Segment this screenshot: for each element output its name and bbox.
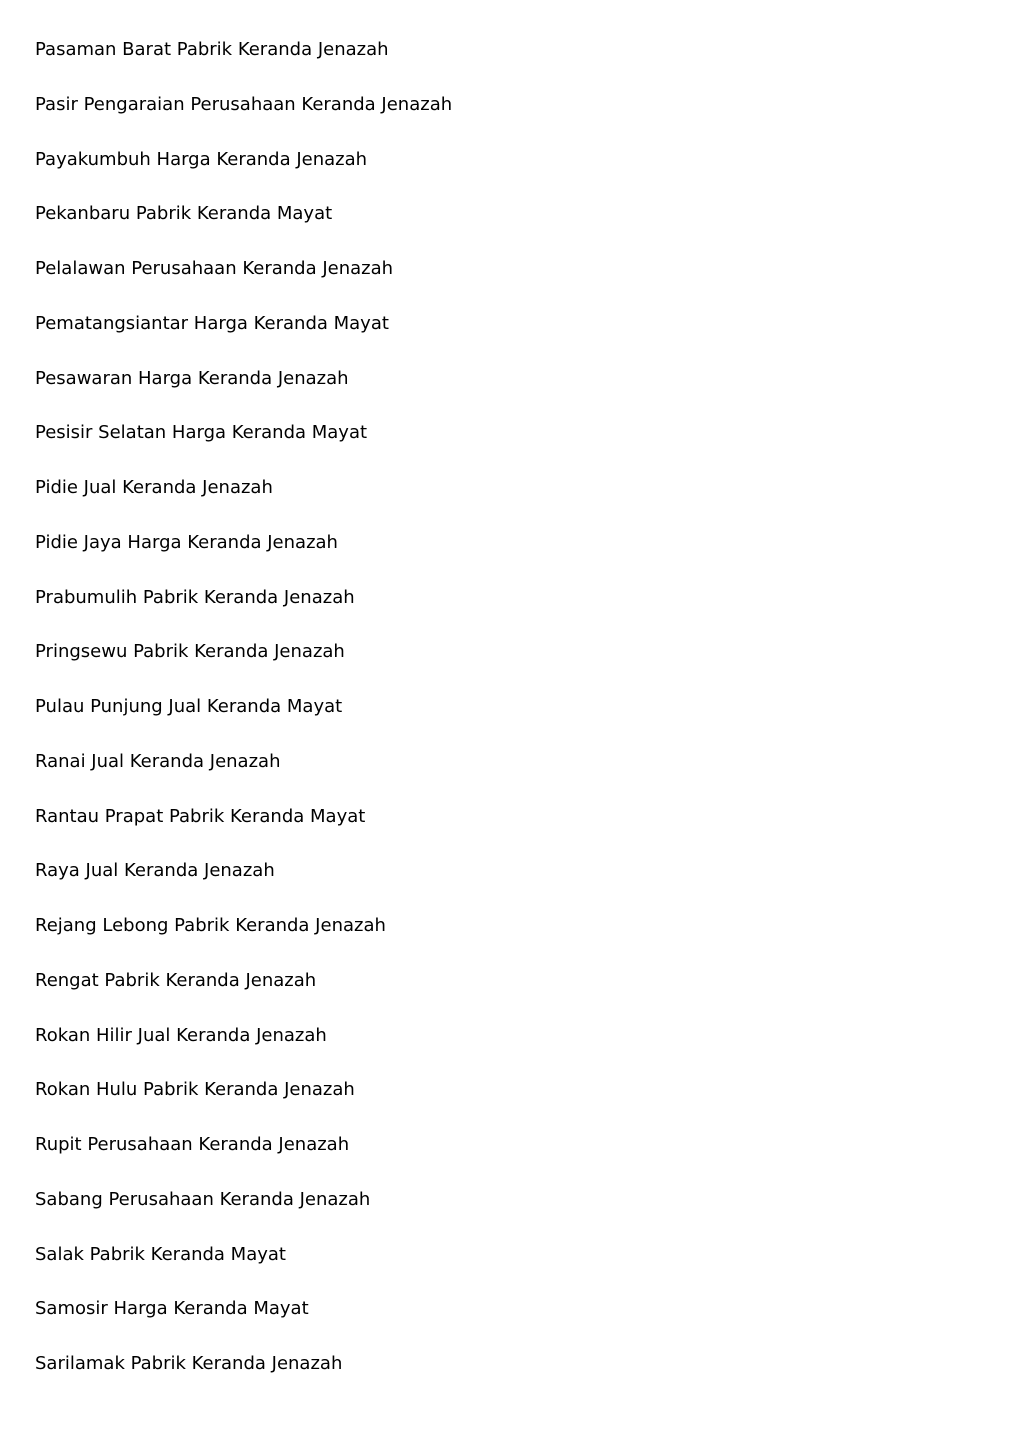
list-item: Pidie Jaya Harga Keranda Jenazah (35, 531, 338, 553)
list-item: Rokan Hilir Jual Keranda Jenazah (35, 1024, 327, 1046)
list-item: Ranai Jual Keranda Jenazah (35, 750, 281, 772)
list-item: Payakumbuh Harga Keranda Jenazah (35, 148, 368, 170)
list-item: Pidie Jual Keranda Jenazah (35, 477, 273, 498)
list-item: Rengat Pabrik Keranda Jenazah (35, 969, 317, 991)
list-item: Pringsewu Pabrik Keranda Jenazah (35, 641, 345, 663)
list-item: Pelalawan Perusahaan Keranda Jenazah (35, 258, 394, 279)
list-item: Pekanbaru Pabrik Keranda Mayat (35, 203, 333, 225)
location-list (35, 36, 452, 1405)
list-item: Pematangsiantar Harga Keranda Mayat (35, 312, 389, 334)
list-item: Rupit Perusahaan Keranda Jenazah (35, 1134, 350, 1155)
list-item: Prabumulih Pabrik Keranda Jenazah (35, 586, 355, 608)
list-item: Sabang Perusahaan Keranda Jenazah (35, 1188, 371, 1210)
list-item: Pulau Punjung Jual Keranda Mayat (35, 696, 343, 717)
list-item: Rejang Lebong Pabrik Keranda Jenazah (35, 915, 386, 936)
list-item: Rokan Hulu Pabrik Keranda Jenazah (35, 1079, 355, 1101)
list-item: Samosir Harga Keranda Mayat (35, 1298, 309, 1320)
list-item: Pasir Pengaraian Perusahaan Keranda Jenazah (35, 93, 453, 115)
list-item: Pesawaran Harga Keranda Jenazah (35, 367, 349, 389)
list-item: Pasaman Barat Pabrik Keranda Jenazah (35, 39, 389, 60)
list-item: Sarilamak Pabrik Keranda Jenazah (35, 1353, 343, 1374)
list-item: Pesisir Selatan Harga Keranda Mayat (35, 422, 368, 444)
list-item: Rantau Prapat Pabrik Keranda Mayat (35, 805, 366, 827)
list-item: Raya Jual Keranda Jenazah (35, 860, 275, 882)
list-item: Salak Pabrik Keranda Mayat (35, 1243, 286, 1265)
